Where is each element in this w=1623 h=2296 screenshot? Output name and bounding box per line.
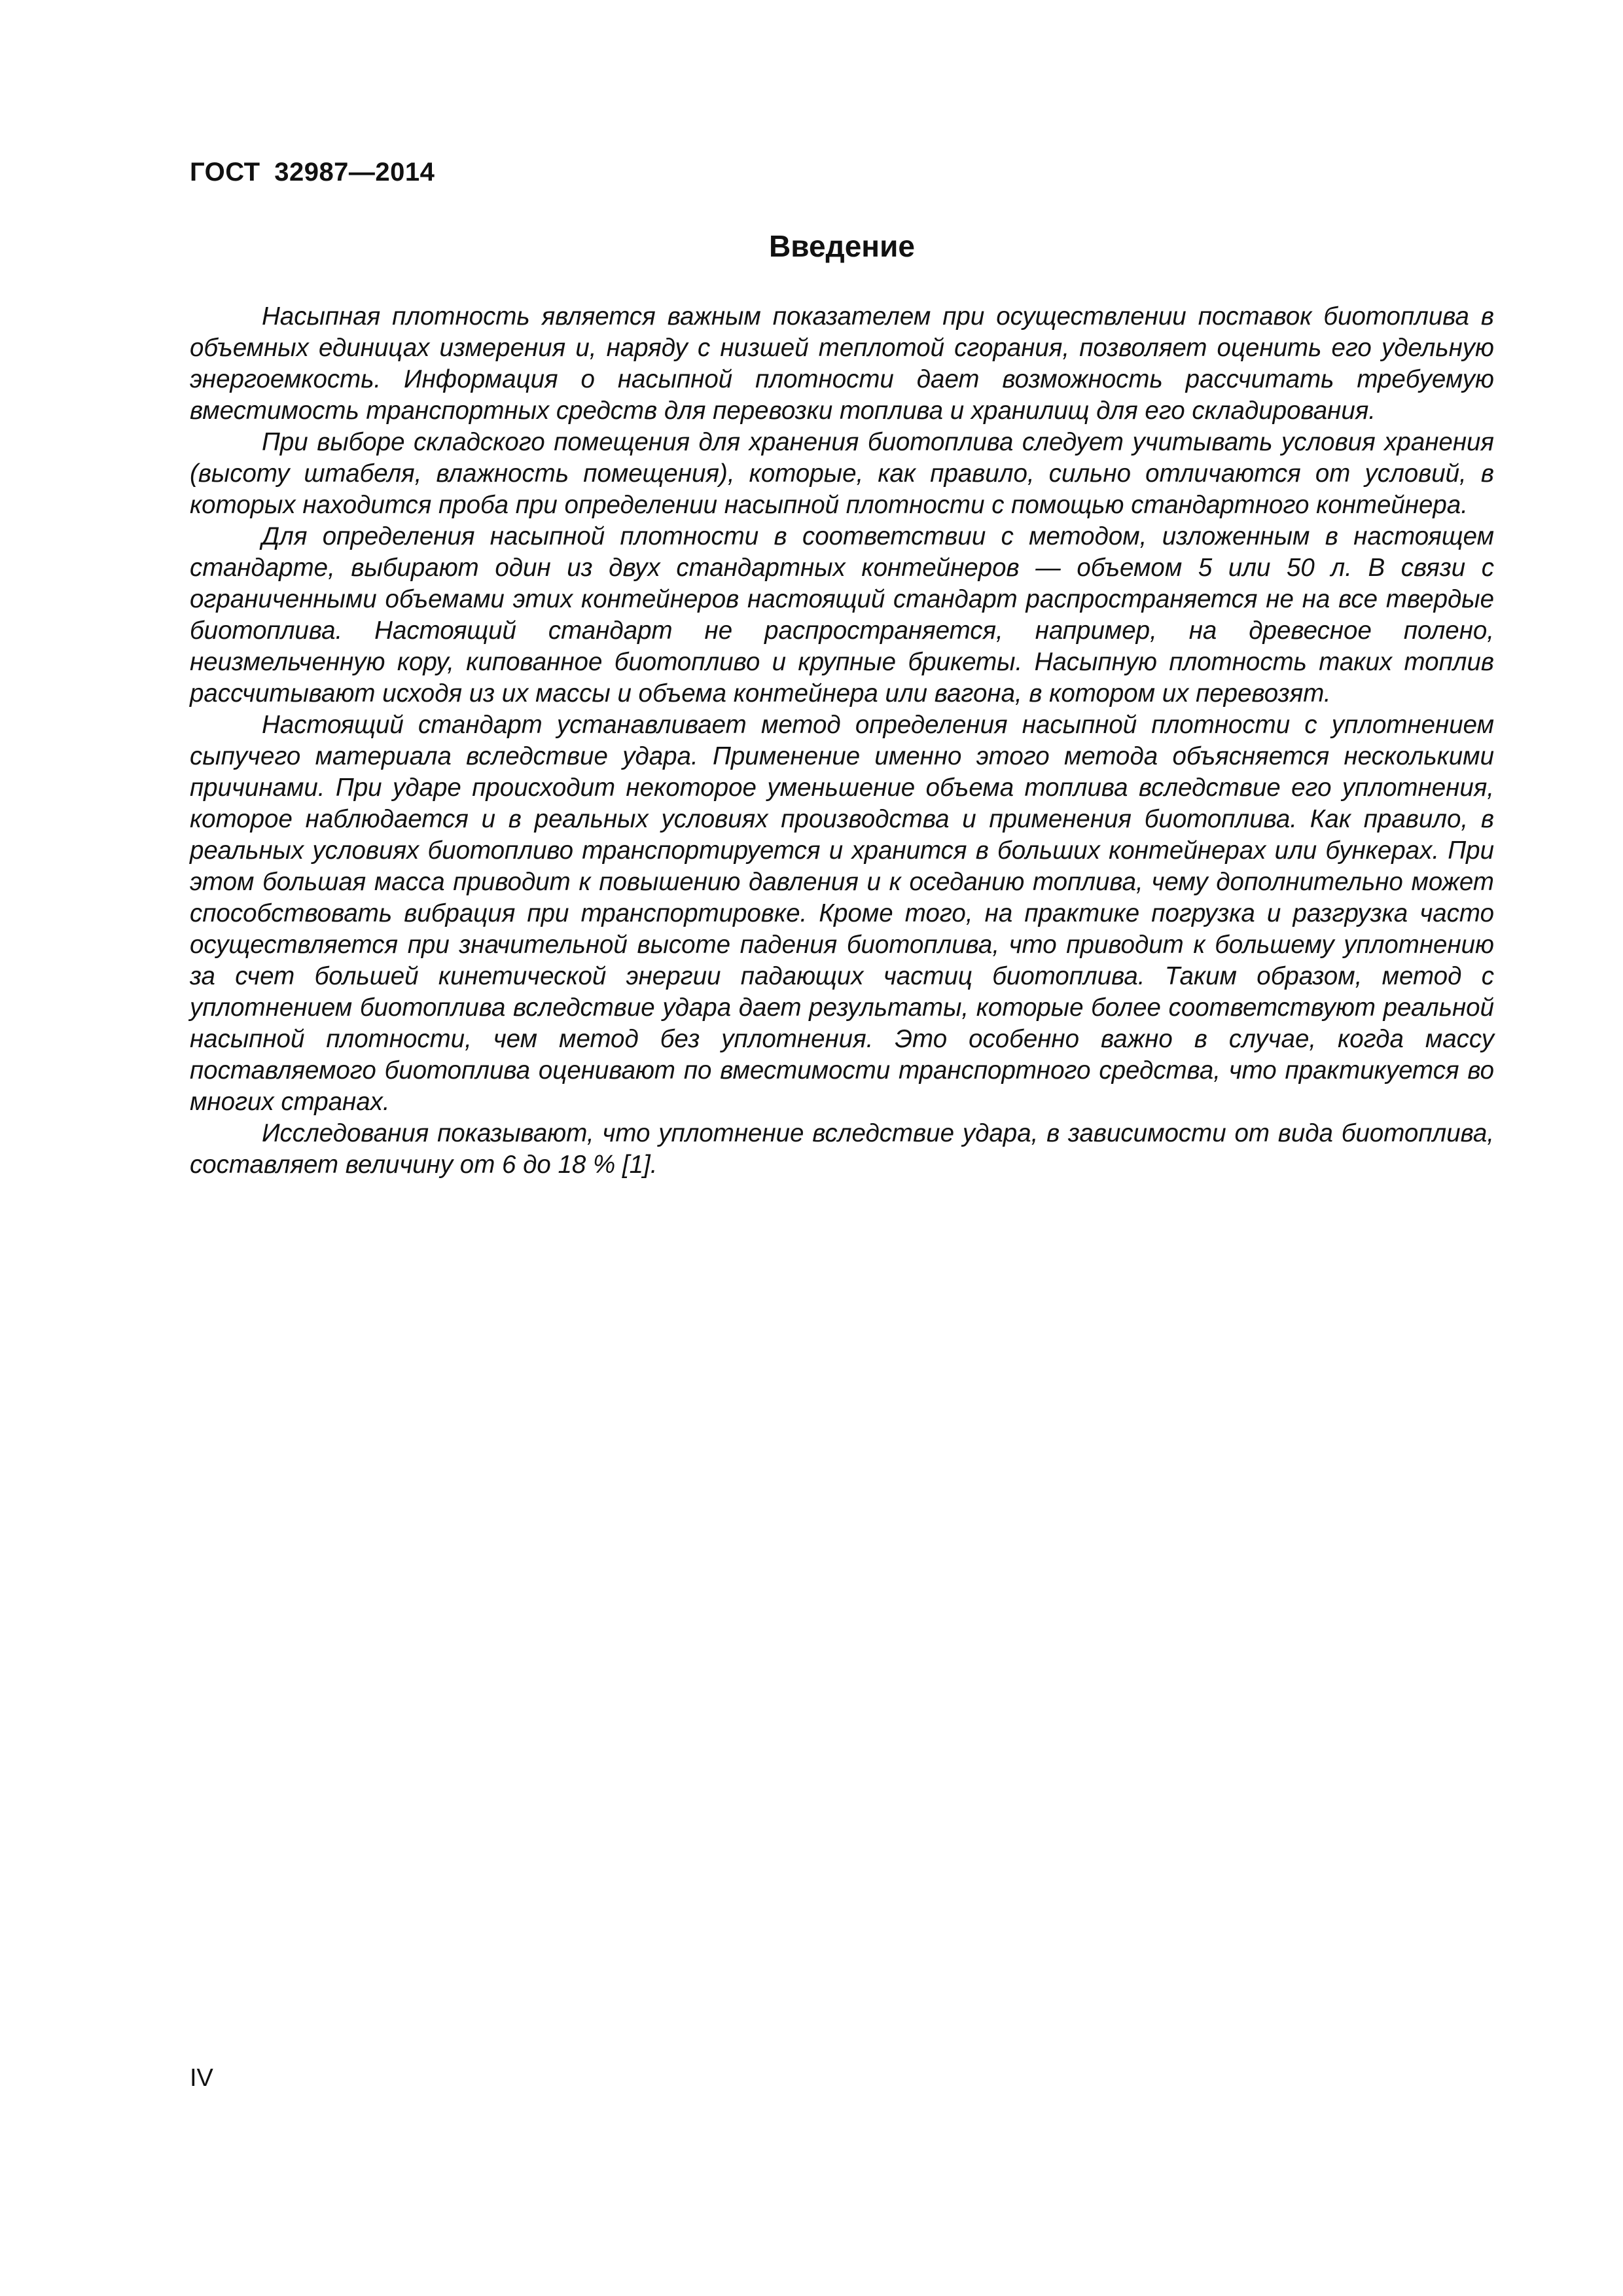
document-header: ГОСТ 32987—2014 <box>190 158 435 187</box>
paragraph: Исследования показывают, что уплотнение вследствие удара, в зависимости от вида биотоплива, составляет величину от 6 до 18 % [1]. <box>190 1119 1494 1179</box>
paragraph: Настоящий стандарт устанавливает метод определения насыпной плотности с уплотнением сыпучего материала вследствие удара. Применение именно этого метода объясняется несколькими причинами. При ударе происходит некоторое уменьшение объема топлива вследствие его уплотнения, которое наблюдается и в реальных условиях производства и применения биотоплива. Как правило, в реальных условиях биотопливо транспортируется и хранится в больших контейнерах или бункерах. При этом большая масса приводит к повышению давления и к оседанию топлива, чему дополнительно может способствовать вибрация при транспортировке. Кроме того, на практике погрузка и разгрузка часто осуществляется при значительной высоте падения биотоплива, что приводит к большему уплотнению за счет большей кинетической энергии падающих частиц биотоплива. Таким образом, метод с уплотнением биотоплива вследствие удара дает результаты, которые более соответствуют реальной насыпной плотности, чем метод без уплотнения. Это особенно важно в случае, когда массу поставляемого биотоплива оценивают по вместимости транспортного средства, что практикуется во многих странах. <box>190 711 1494 1116</box>
page-number: IV <box>190 2064 213 2092</box>
paragraph: Насыпная плотность является важным показателем при осуществлении поставок биотоплива в объемных единицах измерения и, наряду с низшей теплотой сгорания, позволяет оценить его удельную энергоемкость. Информация о насыпной плотности дает возможность рассчитать требуемую вместимость транспортных средств для перевозки топлива и хранилищ для его складирования. <box>190 302 1494 425</box>
body-text <box>190 301 1494 1181</box>
paragraph: Для определения насыпной плотности в соответствии с методом, изложенным в настоящем стандарте, выбирают один из двух стандартных контейнеров — объемом 5 или 50 л. В связи с ограниченными объемами этих контейнеров настоящий стандарт распространяется не на все твердые биотоплива. Настоящий стандарт не распространяется, например, на древесное полено, неизмельченную кору, кипованное биотопливо и крупные брикеты. Насыпную плотность таких топлив рассчитывают исходя из их массы и объема контейнера или вагона, в котором их перевозят. <box>190 522 1494 708</box>
section-title: Введение <box>769 229 915 263</box>
paragraph: При выборе складского помещения для хранения биотоплива следует учитывать условия хранения (высоту штабеля, влажность помещения), которые, как правило, сильно отличаются от условий, в которых находится проба при определении насыпной плотности с помощью стандартного контейнера. <box>190 428 1494 519</box>
